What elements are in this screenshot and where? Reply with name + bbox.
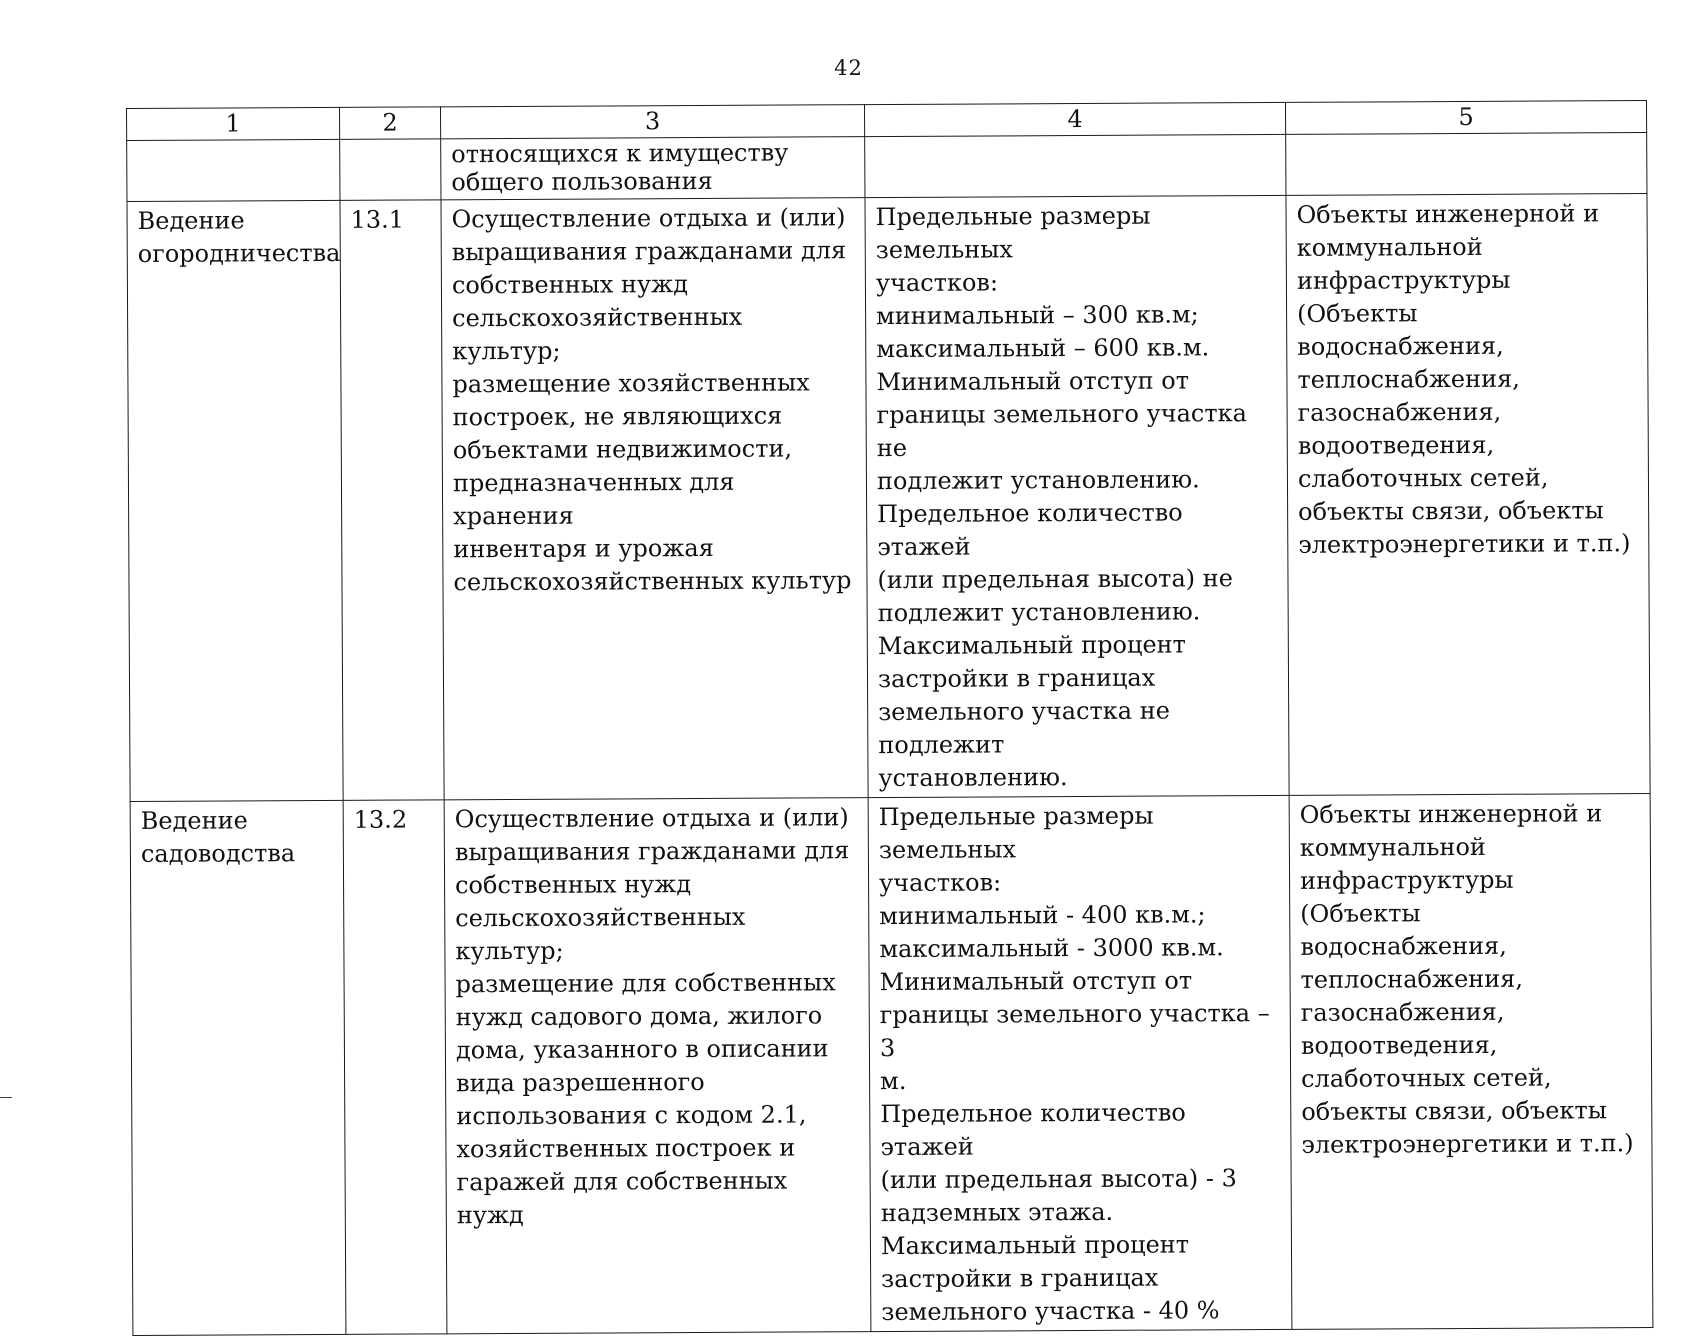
use-name-cell: Ведение огородничества: [127, 200, 343, 801]
column-header-3: 3: [440, 105, 864, 139]
scan-edge-mark: [0, 1097, 12, 1098]
table-row: [127, 194, 1650, 802]
use-code-cell: 13.2: [343, 800, 447, 1335]
objects-cell: Объекты инженерной и коммунальной инфраструктуры (Объекты водоснабжения, теплоснабжения, газоснабжения, водоотведения, слаботочных сетей, объекты связи, объекты электроэнергетики и т.п.): [1289, 794, 1653, 1330]
continuation-cell-3: относящихся к имуществу общего пользования: [441, 137, 865, 200]
land-use-table: [126, 100, 1653, 1336]
continuation-cell-2: [340, 139, 441, 201]
column-header-5: 5: [1285, 101, 1646, 135]
use-description-cell: Осуществление отдыха и (или) выращивания гражданами для собственных нужд сельскохозяйственных культур; размещение хозяйственных построек, не являющихся объектами недвижимости, предназначенных для хранения инвентаря и урожая сельскохозяйственных культур: [441, 198, 868, 800]
parameters-cell: Предельные размеры земельных участков: минимальный - 400 кв.м.; максимальный - 3000 кв.м. Минимальный отступ от границы земельного участка – 3 м. Предельное количество этажей (или предельная высота) - 3 надземных этажа. Максимальный процент застройки в границах земельного участка - 40 %: [868, 795, 1292, 1331]
objects-cell: Объекты инженерной и коммунальной инфраструктуры (Объекты водоснабжения, теплоснабжения, газоснабжения, водоотведения, слаботочных сетей, объекты связи, объекты электроэнергетики и т.п.): [1286, 194, 1650, 796]
column-header-4: 4: [864, 102, 1285, 136]
use-name-cell: Ведение садоводства: [130, 800, 346, 1335]
parameters-cell: Предельные размеры земельных участков: минимальный – 300 кв.м; максимальный – 600 кв.м. Минимальный отступ от границы земельного участка не подлежит установлению. Предельное количество этажей (или предельная высота) не подлежит установлению. Максимальный процент застройки в границах земельного участка не подлежит установлению.: [865, 195, 1289, 797]
use-code-cell: 13.1: [340, 200, 444, 801]
continuation-row: [127, 133, 1647, 202]
page-number: 42: [834, 56, 863, 80]
column-header-1: 1: [127, 107, 340, 140]
continuation-cell-1: [127, 139, 340, 201]
continuation-cell-4: [865, 134, 1286, 197]
use-description-cell: Осуществление отдыха и (или) выращивания гражданами для собственных нужд сельскохозяйственных культур; размещение для собственных нужд садового дома, жилого дома, указанного в описании вида разрешенного использования с кодом 2.1, хозяйственных построек и гаражей для собственных нужд: [444, 798, 871, 1334]
continuation-cell-5: [1286, 133, 1647, 196]
table-row: [130, 794, 1653, 1336]
column-header-2: 2: [339, 107, 440, 140]
